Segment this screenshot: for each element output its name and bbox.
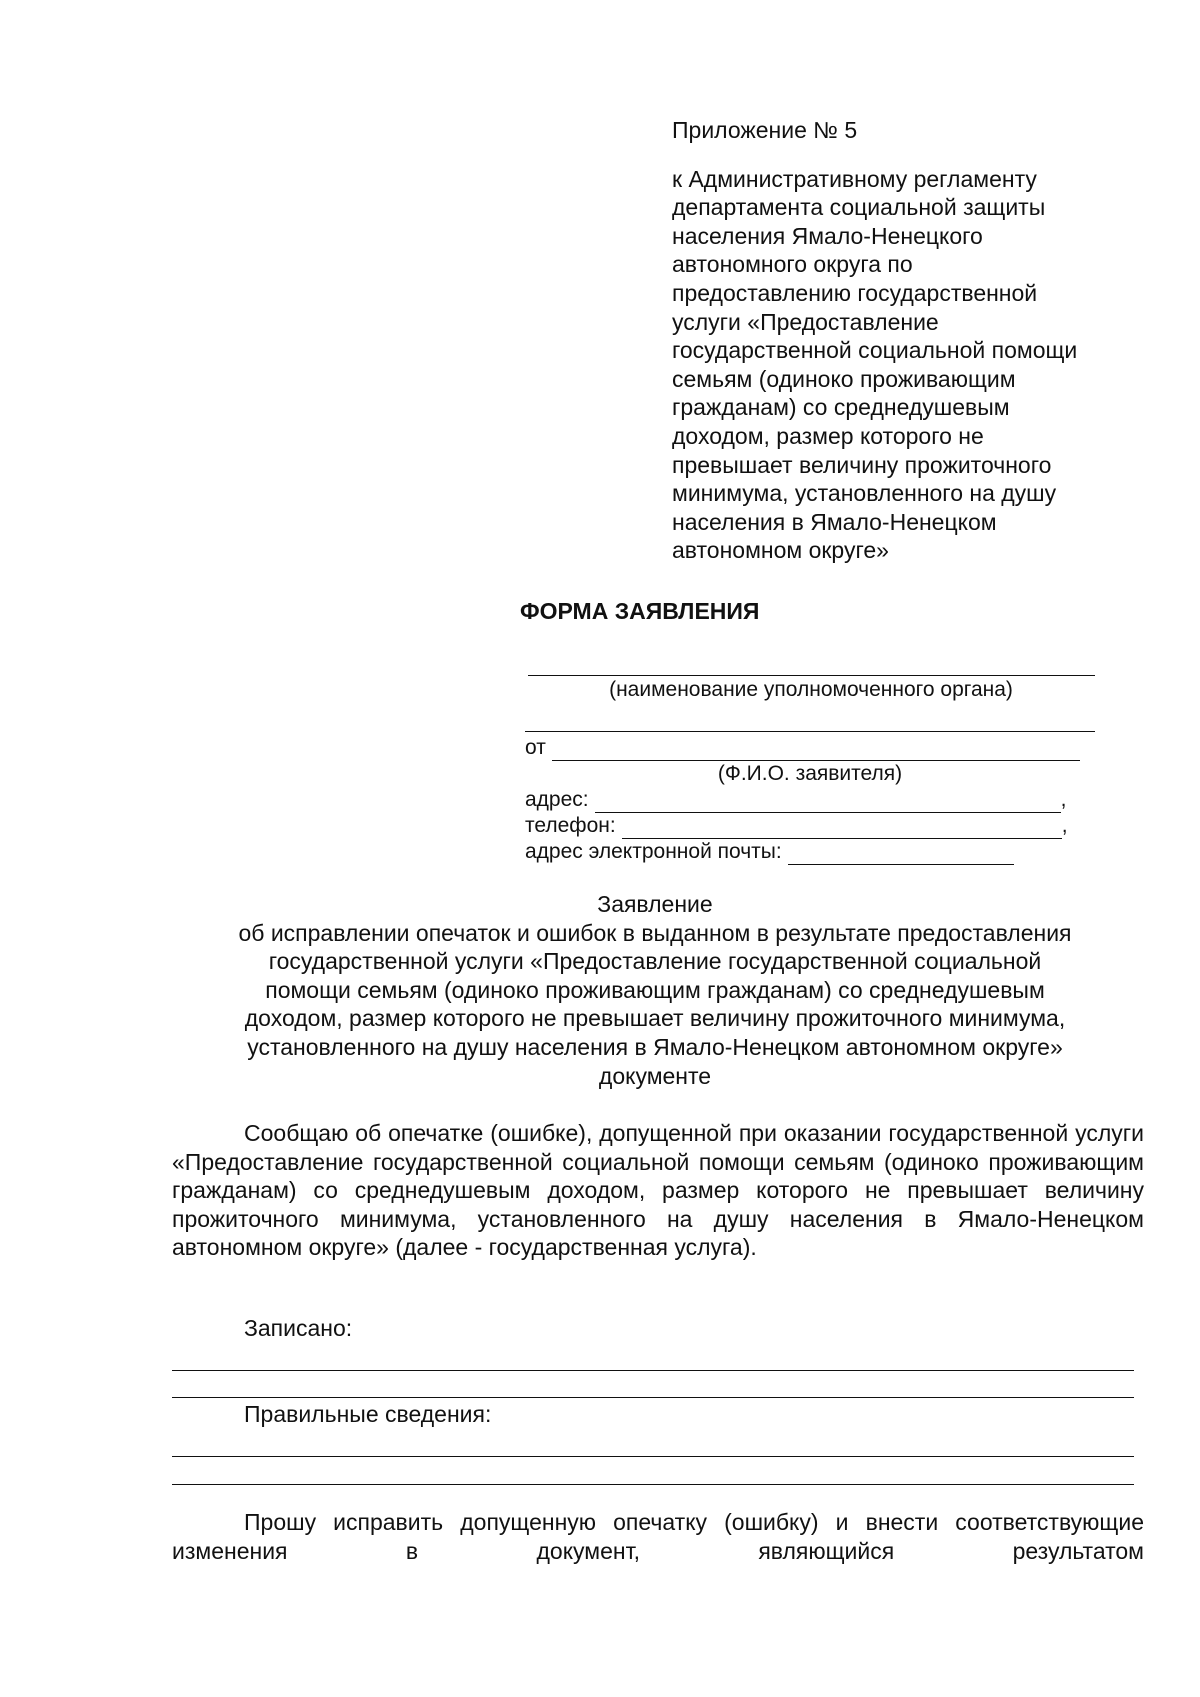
appendix-line: доходом, размер которого не [672,422,984,449]
statement-line: помощи семьям (одиноко проживающим гражданам) со среднедушевым [265,976,1045,1003]
address-comma: , [1060,788,1067,811]
address-field [525,787,1105,813]
authority-blank-line-2[interactable] [525,703,1095,732]
correct-blank-line-2[interactable] [172,1484,1134,1485]
statement-block [170,890,1140,1090]
appendix-line: минимума, установленного на душу [672,480,1057,507]
header-block [525,645,1105,865]
appendix-block [672,116,1142,565]
statement-line: документе [598,1062,712,1089]
appendix-line: населения Ямало-Ненецкого [672,222,983,249]
appendix-line: автономного округа по [672,251,913,278]
address-label: адрес: [525,788,589,811]
report-paragraph: Сообщаю об опечатке (ошибке), допущенной при оказании государственной услуги «Предоставление государственной социальной помощи семьям (одиноко проживающим гражданам) со среднедушевым доходом, размер которого не превышает величину прожиточного минимума, установленного на душу населения в Ямало-Ненецком автономном округе» (далее - государственная услуга). [172,1120,1144,1261]
statement-line: об исправлении опечаток и ошибок в выданном в результате предоставления [238,919,1072,946]
email-blank[interactable] [788,844,1014,865]
correct-blank-line-1[interactable] [172,1456,1134,1457]
appendix-line: семьям (одиноко проживающим [672,365,1016,392]
written-blank-line-2[interactable] [172,1397,1134,1398]
statement-line: установленного на душу населения в Ямало-Ненецком автономном округе» [247,1033,1063,1060]
appendix-line: превышает величину прожиточного [672,451,1052,478]
applicant-caption: (Ф.И.О. заявителя) [717,762,903,785]
phone-field [525,813,1105,839]
form-title: ФОРМА ЗАЯВЛЕНИЯ [520,598,760,624]
appendix-line: предоставлению государственной [672,279,1038,306]
appendix-line: автономном округе» [672,537,889,564]
email-label: адрес электронной почты: [525,840,782,863]
applicant-name-blank[interactable] [552,740,1080,761]
appendix-line: населения в Ямало-Ненецком [672,508,997,535]
appendix-line: департамента социальной защиты [672,194,1046,221]
address-blank[interactable] [595,792,1061,813]
authority-blank-line[interactable] [528,645,1095,676]
from-label: от [525,736,546,759]
phone-comma: , [1061,814,1068,837]
statement-line: государственной услуги «Предоставление государственной социальной [268,948,1042,975]
written-label: Записано: [244,1315,353,1341]
appendix-number: Приложение № 5 [672,117,858,143]
appendix-line: к Административному регламенту [672,165,1037,192]
written-blank-line-1[interactable] [172,1370,1134,1371]
phone-label: телефон: [525,814,616,837]
statement-title: Заявление [597,891,713,917]
request-paragraph: Прошу исправить допущенную опечатку (ошибку) и внести соответствующие изменения в документ, являющийся результатом [172,1509,1144,1564]
correct-label: Правильные сведения: [244,1401,492,1427]
statement-line: доходом, размер которого не превышает величину прожиточного минимума, [244,1005,1066,1032]
email-field [525,839,1105,865]
authority-caption: (наименование уполномоченного органа) [609,678,1013,701]
appendix-line: государственной социальной помощи [672,337,1078,364]
from-field [525,735,1105,761]
phone-blank[interactable] [622,818,1062,839]
appendix-line: услуги «Предоставление [672,308,939,335]
appendix-line: гражданам) со среднедушевым [672,394,1010,421]
